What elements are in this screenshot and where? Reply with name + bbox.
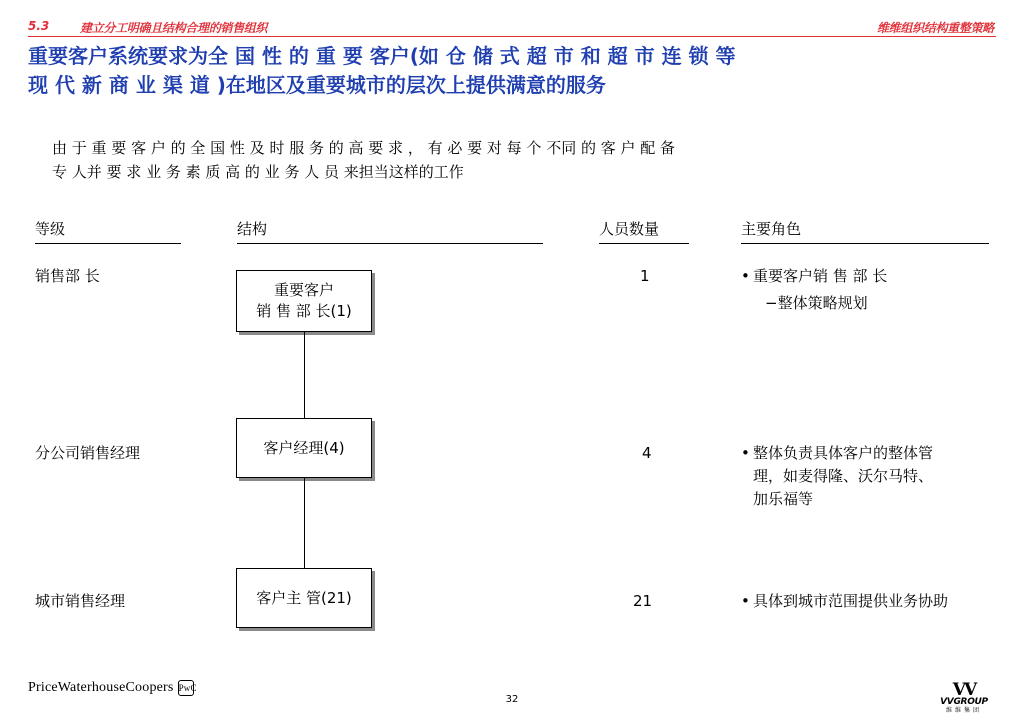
headline-line-2: 现 代 新 商 业 渠 道 )在地区及重要城市的层次上提供满意的服务 — [28, 73, 606, 97]
role-bullet-2 — [741, 442, 933, 465]
pwc-logo-text: PriceWaterhouseCoopers — [28, 680, 174, 696]
org-connector-line — [304, 478, 305, 568]
header-count: 人员数量 — [599, 220, 660, 238]
role-sub-item-1: −整体策略规划 — [765, 294, 868, 312]
header-structure: 结构 — [237, 220, 268, 238]
role-bullet-3 — [741, 590, 948, 613]
row-count-21: 21 — [633, 592, 653, 610]
org-box-account-supervisor — [236, 568, 372, 628]
role-text-cont-2: 加乐福等 — [753, 490, 814, 508]
intro-line-2: 专 人并 要 求 业 务 素 质 高 的 业 务 人 员 来担当这样的工作 — [52, 163, 464, 181]
page-number: 32 — [505, 694, 519, 705]
section-number: 5.3 — [28, 19, 50, 33]
vvgroup-logo-cn: 维维集团 — [945, 707, 982, 714]
row-level-sales-director: 销售部 长 — [35, 267, 100, 285]
role-bullet-1 — [741, 265, 887, 288]
bullet-dot: • — [741, 267, 750, 285]
org-box-key-account-director — [236, 270, 372, 332]
row-count-4: 4 — [642, 444, 652, 462]
org-box-line-1: 重要客户 — [273, 281, 334, 299]
headline-line-1: 重要客户系统要求为全 国 性 的 重 要 客户(如 仓 储 式 超 市 和 超 市 连 锁 等 — [28, 44, 736, 68]
header-structure-rule — [237, 243, 543, 244]
bullet-dot: • — [741, 444, 750, 462]
row-level-city-manager: 城市销售经理 — [35, 592, 126, 610]
vvgroup-logo-text: VVGROUP — [940, 697, 988, 707]
pwc-mark-icon: PwC — [178, 680, 194, 696]
org-box-line-1: 客户经理(4) — [263, 438, 345, 457]
bullet-dot: • — [741, 592, 750, 610]
header-role-rule — [741, 243, 989, 244]
org-box-line-2: 销 售 部 长(1) — [256, 302, 352, 320]
header-level-rule — [35, 243, 181, 244]
row-level-branch-manager: 分公司销售经理 — [35, 444, 141, 462]
org-connector-line — [304, 332, 305, 418]
header-role: 主要角色 — [741, 220, 802, 238]
role-text: 具体到城市范围提供业务协助 — [753, 592, 949, 610]
intro-line-1: 由 于 重 要 客 户 的 全 国 性 及 时 服 务 的 高 要 求 ， 有 必 要 对 每 个 不同 的 客 户 配 备 — [52, 139, 676, 157]
vvgroup-logo — [934, 680, 994, 715]
header-rule — [28, 36, 996, 37]
org-box-line-1: 客户主 管(21) — [256, 588, 352, 607]
section-title: 建立分工明确且结构合理的销售组织 — [80, 21, 268, 35]
header-level: 等级 — [35, 220, 66, 238]
vvgroup-logo-mark: VV — [952, 680, 976, 700]
row-count-1: 1 — [640, 267, 650, 285]
header-count-rule — [599, 243, 689, 244]
role-text: 重要客户销 售 部 长 — [753, 267, 888, 285]
org-box-account-manager — [236, 418, 372, 478]
slide-headline — [28, 42, 988, 100]
role-text: 整体负责具体客户的整体管 — [753, 444, 934, 462]
intro-text — [52, 136, 952, 184]
role-text-cont-1: 理，如麦得隆、沃尔马特、 — [753, 467, 934, 485]
pwc-logo — [28, 680, 197, 696]
document-title: 维维组织结构重整策略 — [876, 21, 994, 35]
